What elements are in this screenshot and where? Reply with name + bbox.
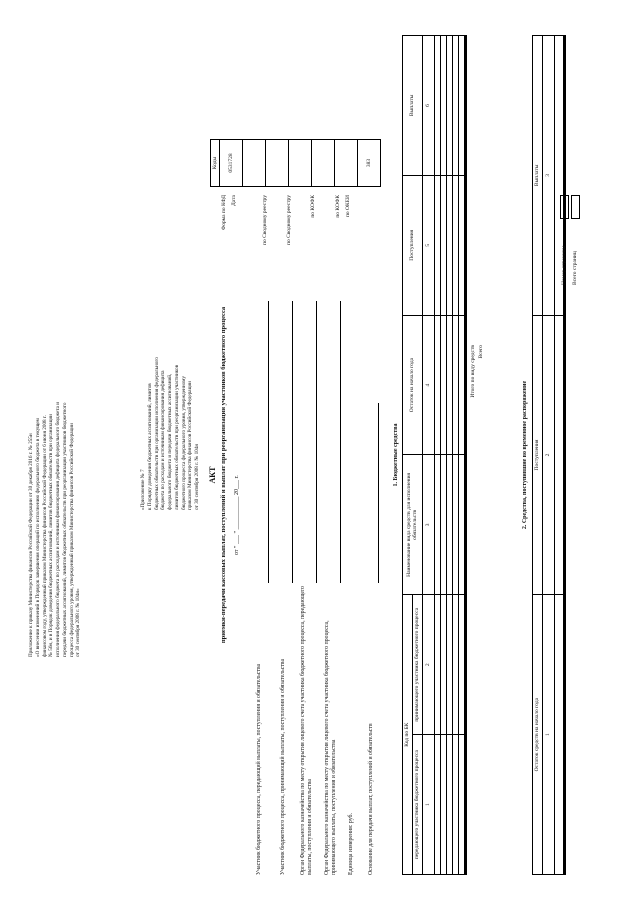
fill-line-treasury-transferring[interactable] bbox=[316, 301, 317, 583]
table-row[interactable] bbox=[458, 36, 465, 875]
appendix-line: исполнения федерального бюджета по расходам и источникам финансирования дефицита федерального бюджета и bbox=[55, 402, 61, 657]
code-cell-registry-2[interactable] bbox=[289, 140, 312, 187]
field-treasury-receiving: Орган Федерального казначейства по месту открытия лицевого счета участника бюджетного процесса, принимающего выплаты, поступления и обязательства bbox=[324, 620, 338, 875]
annex-line: бюджетных обязательств при организации исполнения федерального bbox=[153, 357, 160, 510]
total-pages-label: Всего страниц bbox=[572, 251, 579, 285]
page-number-box[interactable] bbox=[560, 195, 569, 219]
header-transferring-kbk: передающего участника бюджетного процесса bbox=[412, 735, 422, 875]
code-label-date: Дата bbox=[231, 195, 237, 206]
section2-title: 2. Средства, поступившие во временное распоряжение bbox=[522, 380, 528, 530]
code-label-registry-1: по Сводному реестру bbox=[262, 195, 268, 245]
annex-line: лимитов бюджетных обязательств при реорганизации участников bbox=[173, 364, 180, 510]
appendix-line: Приложение к приказу Министерства финансов Российской Федерации от 30 декабря 2016 г. № 255н bbox=[28, 433, 34, 657]
appendix-line: передачи бюджетных ассигнований, лимитов бюджетных обязательств при реорганизации участников бюджетного bbox=[61, 402, 68, 657]
grand-total-label: Всего bbox=[478, 345, 484, 359]
appendix-line: процесса федерального уровня, утвержденный приказом Министерства финансов Российской Федерации bbox=[68, 423, 75, 657]
field-receiving-participant: Участник бюджетного процесса, принимающий выплаты, поступления и обязательства bbox=[280, 658, 286, 875]
code-cell-kofk-2[interactable] bbox=[335, 140, 358, 187]
document-subtitle: приемки-передачи кассовых выплат, поступлений и выплат при реорганизации участников бюджетного процесса bbox=[220, 306, 227, 644]
temporary-funds-table bbox=[532, 35, 566, 875]
column-number: 5 bbox=[422, 175, 434, 315]
column-number: 2 bbox=[542, 315, 554, 595]
code-cell-registry-1[interactable] bbox=[266, 140, 289, 187]
column-number: 4 bbox=[422, 315, 434, 455]
column-number: 3 bbox=[422, 455, 434, 595]
annex-line: приказом Министерства финансов Российской Федерации bbox=[187, 381, 194, 510]
appendix-note bbox=[28, 309, 82, 657]
annex-line: «Приложение № 7 bbox=[140, 469, 146, 510]
code-cell-okei[interactable]: 383 bbox=[358, 140, 381, 187]
code-cell-kofk-1[interactable] bbox=[312, 140, 335, 187]
column-number: 6 bbox=[422, 36, 434, 176]
header-receiving-kbk: принимающего участника бюджетного процесса bbox=[412, 595, 422, 735]
code-label-okei: по ОКЕИ bbox=[345, 195, 351, 218]
code-cell-form[interactable]: 0531728 bbox=[220, 140, 243, 187]
field-unit-of-measure: Единица измерения: руб. bbox=[348, 813, 354, 875]
appendix-line: финансовом году, утвержденный приказом Министерства финансов Российской Федерации от 6 июня 2008 г. bbox=[41, 415, 48, 657]
appendix-line: № 56н, и в Порядок доведения бюджетных ассигнований, лимитов бюджетных обязательств при организации bbox=[48, 414, 55, 657]
fill-line-transfer-basis[interactable] bbox=[378, 403, 379, 583]
fill-line-transferring-participant[interactable] bbox=[268, 301, 269, 583]
codes-box bbox=[210, 139, 381, 187]
header-receipts-2: Поступления bbox=[533, 315, 543, 595]
header-payments-2: Выплаты bbox=[533, 36, 543, 316]
field-transferring-participant: Участник бюджетного процесса, передающий выплаты, поступления и обязательства bbox=[256, 663, 262, 875]
table-row[interactable] bbox=[554, 36, 564, 875]
code-label-kofk-2: по КОФК bbox=[335, 195, 341, 218]
date-line: от " ___ " ___________ 20___ г. bbox=[234, 475, 240, 555]
kbk-group-header: Код по БК bbox=[403, 595, 413, 875]
annex-line: к Порядку доведения бюджетных ассигнований, лимитов bbox=[146, 383, 153, 510]
annex-line: бюджета по расходам и источникам финансирования дефицита bbox=[160, 370, 167, 510]
field-treasury-transferring: Орган Федерального казначейства по месту открытия лицевого счета участника бюджетного процесса, передающего выплаты, поступления и обязательства bbox=[300, 585, 314, 875]
field-transfer-basis: Основание для передачи выплат, поступлений и обязательств bbox=[368, 723, 374, 875]
appendix-line: от 30 сентября 2008 г. № 104н» bbox=[75, 588, 82, 657]
code-label-form: Форма по КФД bbox=[221, 195, 227, 231]
budget-funds-table bbox=[402, 35, 467, 875]
code-label-kofk-1: по КОФК bbox=[310, 195, 316, 218]
total-pages-box[interactable] bbox=[571, 195, 580, 219]
annex-note bbox=[140, 310, 201, 510]
code-cell-date[interactable] bbox=[243, 140, 266, 187]
page-number-label: Номер страницы bbox=[561, 245, 568, 285]
document-title: АКТ bbox=[208, 466, 217, 484]
header-opening-balance: Остаток на начало года bbox=[403, 315, 423, 455]
column-number: 3 bbox=[542, 36, 554, 316]
column-number: 2 bbox=[422, 595, 434, 735]
annex-line: федерального бюджета и передачи бюджетных ассигнований, bbox=[167, 373, 173, 510]
fill-line-treasury-receiving[interactable] bbox=[340, 301, 341, 583]
header-funds-type: Наименование вида средств для исполнения обязательств bbox=[403, 455, 423, 595]
annex-line: от 30 сентября 2008 г. № 104н bbox=[194, 443, 200, 510]
code-label-registry-2: по Сводному реестру bbox=[286, 195, 292, 245]
appendix-line: «О внесении изменений в Порядок завершения операций по исполнению федерального бюджета в текущем bbox=[34, 418, 41, 657]
total-by-funds-type-label: Итого по виду средств bbox=[470, 345, 476, 398]
header-receipts: Поступления bbox=[403, 175, 423, 315]
page-numbering bbox=[560, 195, 582, 285]
section1-title: 1. Бюджетные средства bbox=[393, 423, 399, 487]
header-opening-funds: Остаток средств на начало года bbox=[533, 595, 543, 875]
annex-line: бюджетного процесса федерального уровня, утвержденному bbox=[180, 376, 187, 510]
column-number: 1 bbox=[542, 595, 554, 875]
codes-header: Коды bbox=[211, 140, 220, 187]
header-payments: Выплаты bbox=[403, 36, 423, 176]
column-number: 1 bbox=[422, 735, 434, 875]
fill-line-receiving-participant[interactable] bbox=[292, 301, 293, 583]
